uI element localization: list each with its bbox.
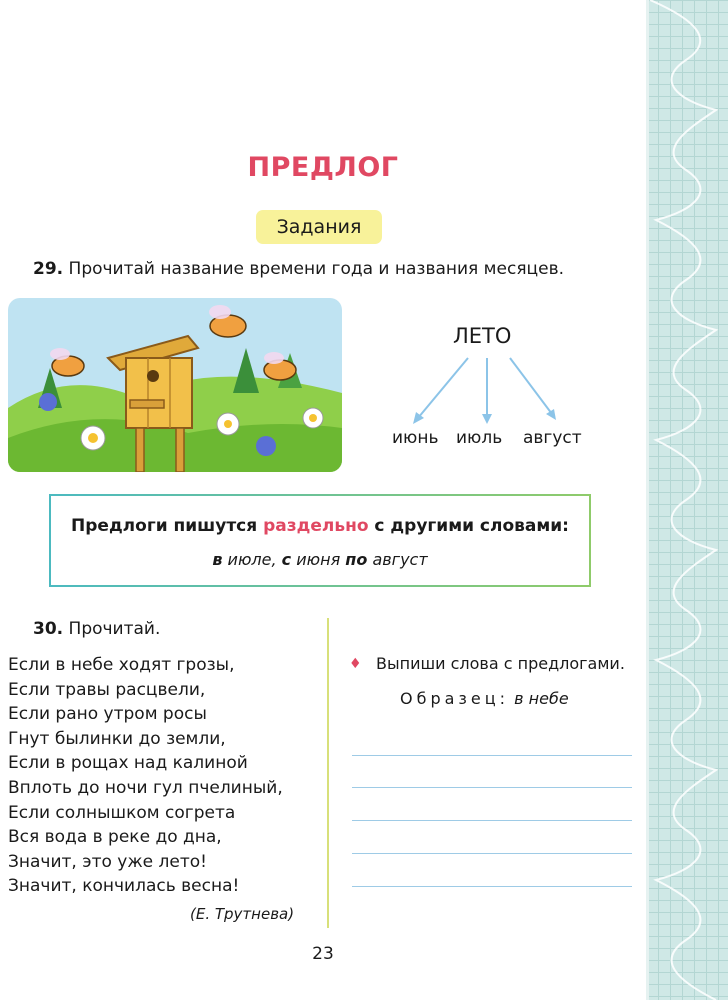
season-word: ЛЕТО	[453, 324, 512, 348]
arrow-left	[418, 358, 468, 418]
arrow-middle-head	[482, 414, 492, 424]
sample	[400, 689, 569, 708]
page-title: ПРЕДЛОГ	[247, 152, 399, 183]
task-30-text: Прочитай.	[68, 619, 161, 639]
rule-box	[49, 494, 591, 587]
rule-highlight: раздельно	[263, 516, 369, 536]
month-august: август	[523, 428, 582, 448]
month-july: июль	[456, 428, 503, 448]
example-preposition-3: по	[345, 550, 368, 569]
poem-line: Вплоть до ночи гул пчелиный,	[8, 777, 283, 798]
rule-text	[51, 516, 589, 536]
rule-example	[51, 550, 589, 569]
example-preposition-1: в	[212, 550, 223, 569]
arrow-right	[510, 358, 552, 414]
poem-line: Значит, это уже лето!	[8, 851, 207, 872]
example-word-3: август	[372, 550, 428, 569]
example-word-1: июле,	[227, 550, 277, 569]
writing-line[interactable]	[352, 787, 632, 788]
diamond-icon: ♦	[349, 656, 362, 672]
page-number: 23	[312, 944, 334, 964]
task-29	[33, 259, 564, 279]
poem-line: Если травы расцвели,	[8, 679, 206, 700]
sample-value: в небе	[514, 689, 569, 708]
sample-label: Образец:	[400, 689, 510, 708]
task-29-text: Прочитай название времени года и названия месяцев.	[68, 259, 564, 279]
beehive-scene	[8, 298, 342, 472]
tasks-badge: Задания	[256, 210, 382, 244]
task-29-number: 29.	[33, 259, 64, 279]
poem-line: Если солнышком согрета	[8, 802, 236, 823]
arrow-right-head	[546, 409, 556, 420]
exercise-instruction: Выпиши слова с предлогами.	[376, 654, 625, 673]
month-june: июнь	[392, 428, 439, 448]
writing-line[interactable]	[352, 886, 632, 887]
writing-line[interactable]	[352, 755, 632, 756]
rule-text-before: Предлоги пишутся	[71, 516, 258, 536]
beehive-illustration	[8, 298, 342, 472]
writing-line[interactable]	[352, 853, 632, 854]
sidebar-loops	[646, 0, 728, 1000]
poem-line: Если рано утром росы	[8, 704, 207, 725]
example-word-2: июня	[296, 550, 341, 569]
poem-author: (Е. Трутнева)	[190, 905, 295, 923]
task-30	[33, 619, 160, 639]
poem-line: Если в небе ходят грозы,	[8, 655, 235, 675]
decorative-sidebar	[646, 0, 728, 1000]
poem-line: Гнут былинки до земли,	[8, 728, 226, 749]
poem-line: Если в рощах над калиной	[8, 753, 248, 774]
example-preposition-2: с	[281, 550, 292, 569]
column-divider	[327, 618, 329, 928]
rule-text-after: с другими словами:	[374, 516, 569, 536]
task-30-number: 30.	[33, 619, 64, 639]
poem-line: Значит, кончилась весна!	[8, 876, 240, 897]
season-diagram	[380, 310, 600, 460]
poem	[8, 653, 283, 899]
writing-line[interactable]	[352, 820, 632, 821]
poem-line: Вся вода в реке до дна,	[8, 827, 222, 848]
